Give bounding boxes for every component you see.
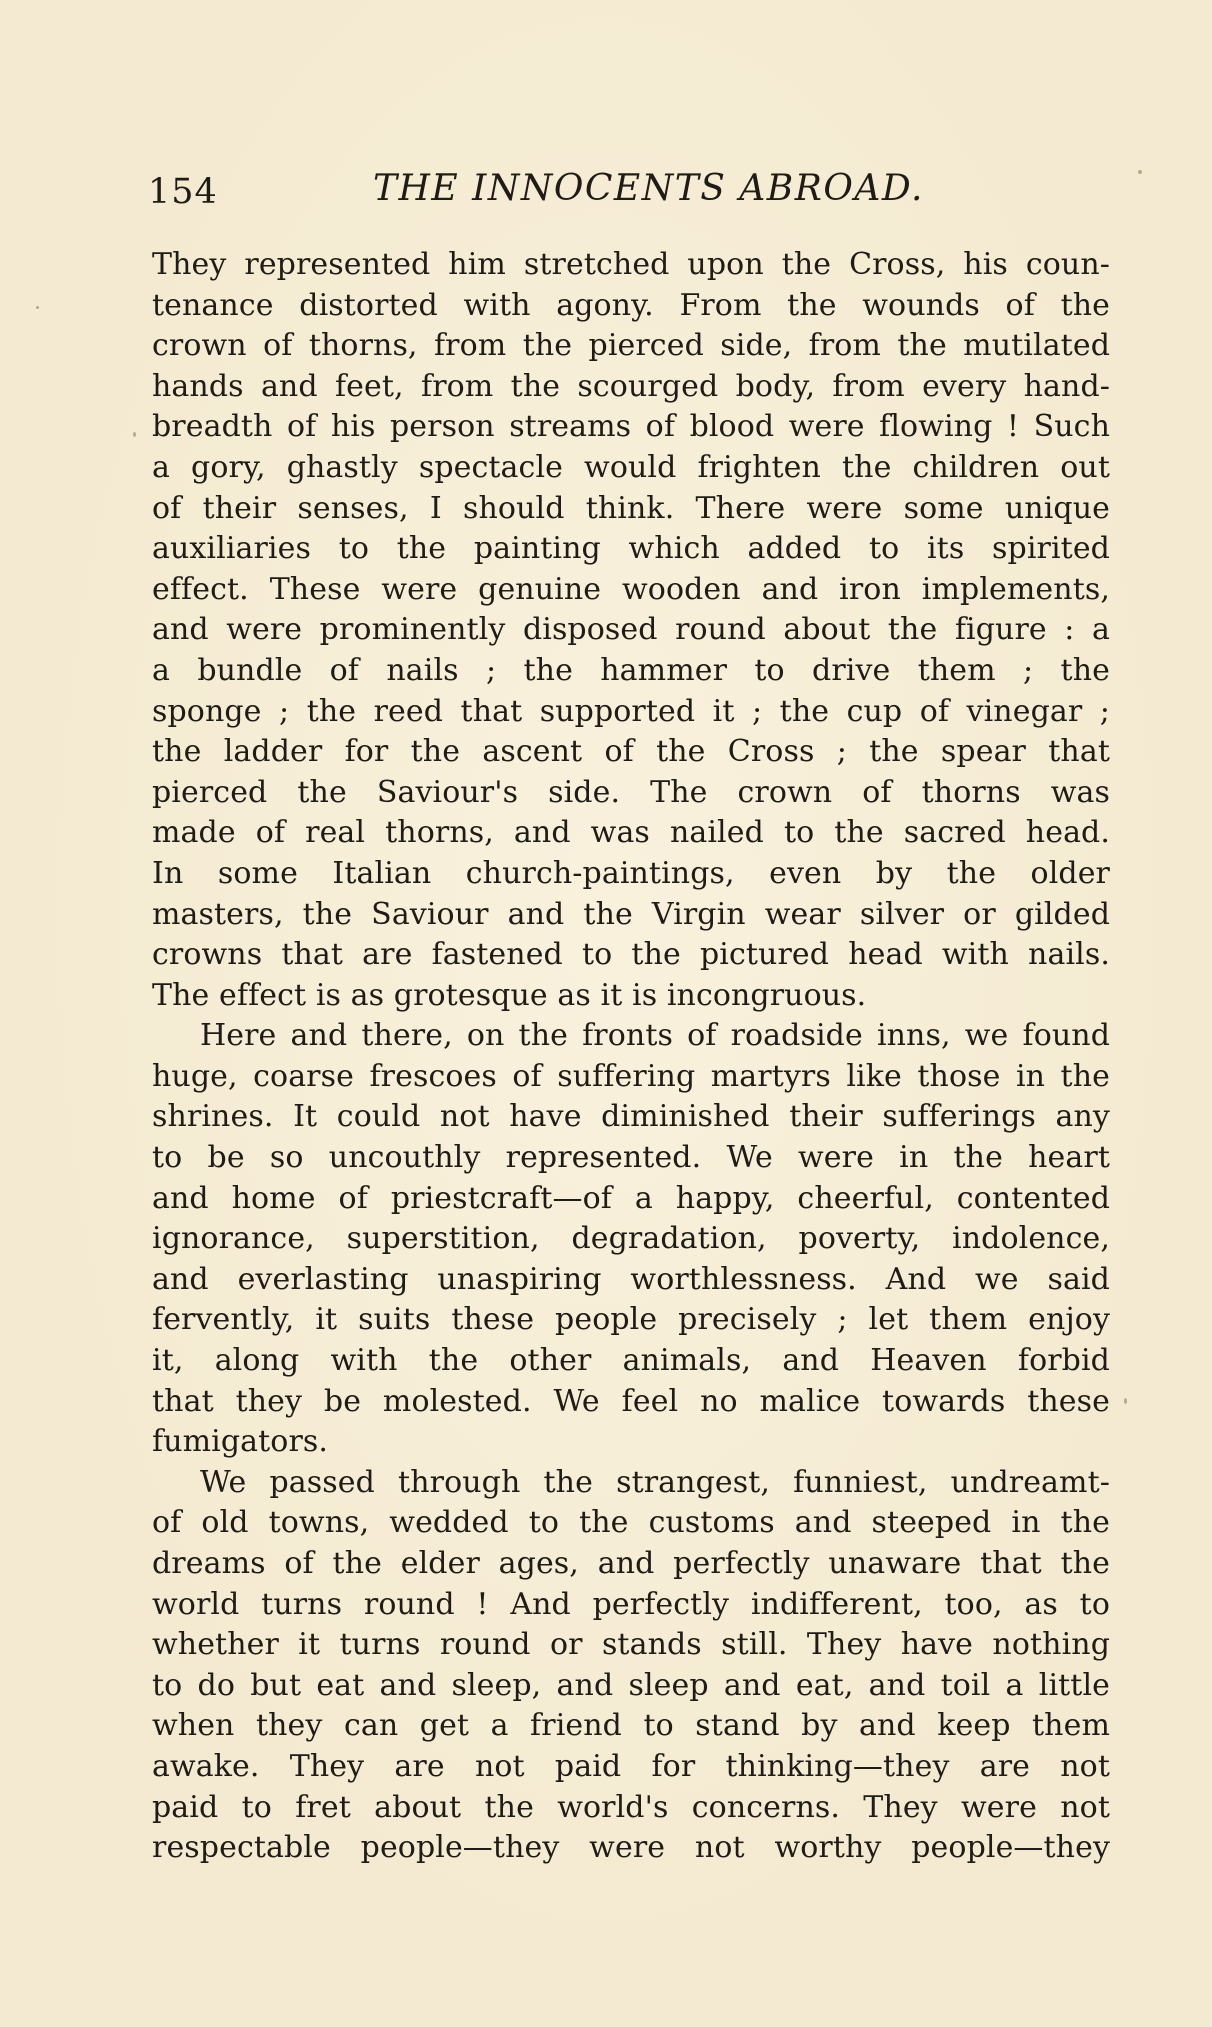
text-line: effect. These were genuine wooden and iron implements,: [152, 571, 1110, 607]
text-line: a gory, ghastly spectacle would frighten the children out: [152, 449, 1110, 485]
text-line: masters, the Saviour and the Virgin wear silver or gilded: [152, 896, 1110, 932]
text-line: it, along with the other animals, and Heaven forbid: [152, 1343, 1110, 1379]
text-line: to do but eat and sleep, and sleep and eat, and toil a little: [152, 1667, 1110, 1703]
body-text: [152, 245, 1110, 1869]
text-line: shrines. It could not have diminished their sufferings any: [152, 1099, 1110, 1135]
text-line: to be so uncouthly represented. We were in the heart: [152, 1140, 1110, 1176]
text-line: ignorance, superstition, degradation, poverty, indolence,: [152, 1221, 1110, 1257]
text-line: the ladder for the ascent of the Cross ; the spear that: [152, 734, 1110, 770]
text-line: breadth of his person streams of blood were flowing ! Such: [152, 409, 1110, 445]
text-line: We passed through the strangest, funniest, undreamt-: [200, 1464, 1110, 1500]
text-line: pierced the Saviour's side. The crown of thorns was: [152, 774, 1110, 810]
text-line: and home of priestcraft—of a happy, cheerful, contented: [152, 1180, 1110, 1216]
text-line: The effect is as grotesque as it is incongruous.: [152, 977, 867, 1013]
paper-speck: [36, 306, 39, 309]
text-line: and everlasting unaspiring worthlessness. And we said: [152, 1261, 1110, 1297]
text-line: that they be molested. We feel no malice towards these: [152, 1383, 1110, 1419]
text-line: auxiliaries to the painting which added to its spirited: [152, 531, 1110, 567]
text-line: crown of thorns, from the pierced side, from the mutilated: [152, 328, 1110, 364]
text-line: sponge ; the reed that supported it ; the cup of vinegar ;: [152, 693, 1110, 729]
text-line: huge, coarse frescoes of suffering martyrs like those in the: [152, 1058, 1110, 1094]
text-line: and were prominently disposed round about the figure : a: [152, 612, 1110, 648]
text-line: paid to fret about the world's concerns. They were not: [152, 1789, 1110, 1825]
text-line: when they can get a friend to stand by and keep them: [152, 1708, 1110, 1744]
paper-speck: [1124, 1398, 1127, 1404]
text-line: fumigators.: [152, 1424, 329, 1460]
text-line: whether it turns round or stands still. They have nothing: [152, 1627, 1110, 1663]
text-line: respectable people—they were not worthy people—they: [152, 1830, 1110, 1866]
text-line: made of real thorns, and was nailed to the sacred head.: [152, 815, 1110, 851]
text-line: dreams of the elder ages, and perfectly unaware that the: [152, 1546, 1110, 1581]
text-line: They represented him stretched upon the Cross, his coun-: [152, 247, 1110, 282]
paper-speck: [1138, 170, 1142, 174]
paper-speck: [133, 432, 136, 437]
text-line: awake. They are not paid for thinking—they are not: [152, 1748, 1110, 1784]
text-line: a bundle of nails ; the hammer to drive them ; the: [152, 652, 1110, 688]
text-line: crowns that are fastened to the pictured head with nails.: [152, 937, 1110, 973]
text-line: tenance distorted with agony. From the wounds of the: [152, 287, 1110, 323]
page-number: 154: [148, 172, 218, 212]
running-title: THE INNOCENTS ABROAD.: [373, 168, 924, 209]
text-line: In some Italian church-paintings, even by the older: [152, 855, 1110, 891]
text-line: Here and there, on the fronts of roadside inns, we found: [200, 1018, 1110, 1054]
text-line: fervently, it suits these people precisely ; let them enjoy: [152, 1302, 1110, 1338]
text-line: of their senses, I should think. There were some unique: [152, 490, 1110, 526]
page-header: [148, 160, 1108, 220]
text-line: world turns round ! And perfectly indifferent, too, as to: [152, 1586, 1110, 1622]
text-line: of old towns, wedded to the customs and steeped in the: [152, 1505, 1110, 1541]
text-line: hands and feet, from the scourged body, from every hand-: [152, 368, 1110, 404]
